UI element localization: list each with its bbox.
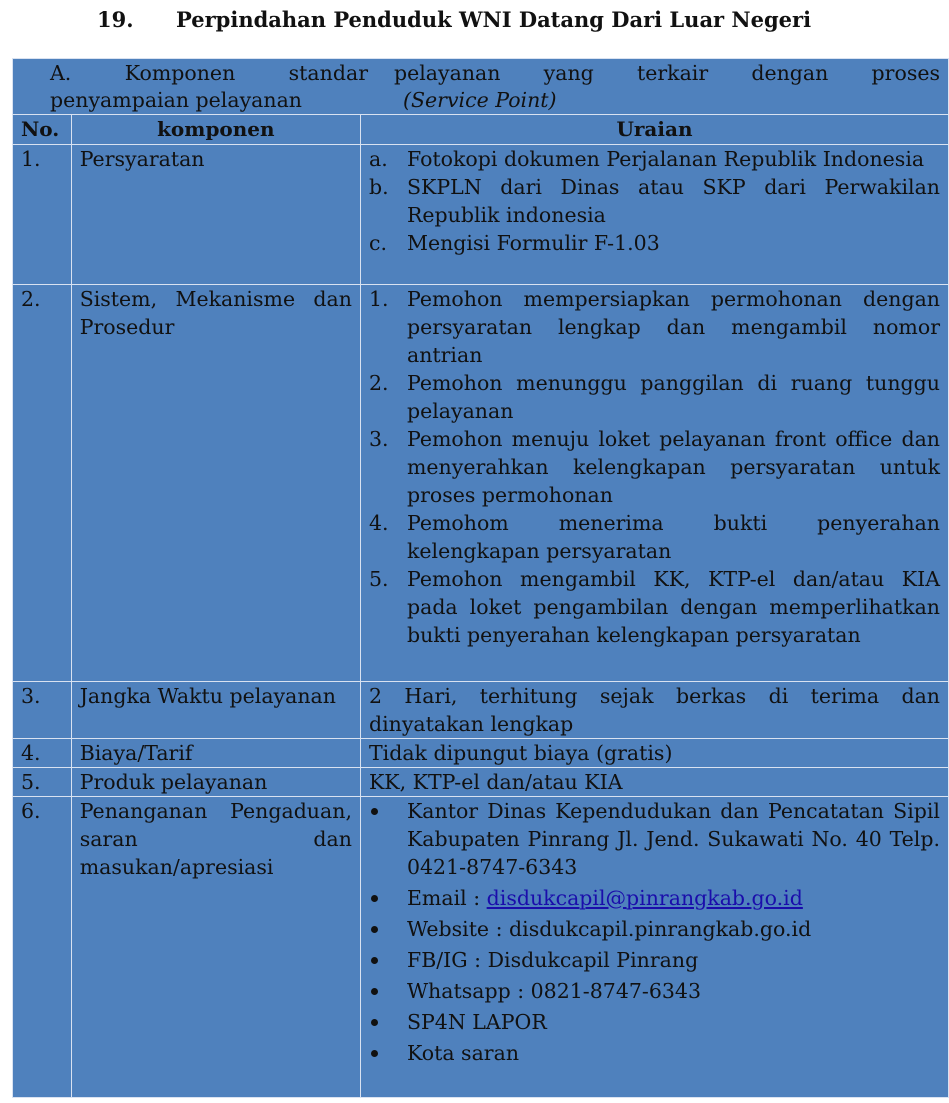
list-item <box>369 1039 940 1067</box>
row-komponen: Persyaratan <box>71 145 360 285</box>
row-number: 6. <box>13 796 72 1097</box>
list-text: Pemohon menuju loket pelayanan front office dan menyerahkan kelengkapan persyaratan untuk proses permohonan <box>406 427 940 508</box>
list-marker: 4. <box>368 511 389 536</box>
intro-line2-part2: (Service Point) <box>403 88 557 112</box>
email-link[interactable]: disdukcapil@pinrangkab.go.id <box>486 885 803 910</box>
list-text: Pemohon mempersiapkan permohonan dengan persyaratan lengkap dan mengambil nomor antrian <box>406 287 940 368</box>
row-uraian <box>360 796 948 1097</box>
list-marker: c. <box>368 231 387 256</box>
row-uraian <box>360 145 948 285</box>
requirements-list <box>369 145 940 257</box>
section-number: 19. <box>97 7 134 32</box>
row-komponen: Jangka Waktu pelayanan <box>71 681 360 738</box>
list-text: Whatsapp : 0821-8747-6343 <box>406 978 701 1003</box>
list-marker: 2. <box>368 371 389 396</box>
list-marker: a. <box>368 147 388 172</box>
bullet-icon <box>371 1050 378 1057</box>
table-row <box>13 767 949 796</box>
section-title: Perpindahan Penduduk WNI Datang Dari Luar Negeri <box>176 7 812 32</box>
list-item <box>369 509 940 565</box>
list-item <box>369 797 940 881</box>
list-item <box>369 977 940 1005</box>
header-komponen: komponen <box>71 115 360 145</box>
list-text: Kota saran <box>406 1040 520 1065</box>
row-number: 1. <box>13 145 72 285</box>
list-text: Pemohon mengambil KK, KTP-el dan/atau KIA pada loket pengambilan dengan memperlihatkan bukti penyerahan kelengkapan persyaratan <box>406 567 940 648</box>
email-label: Email : <box>406 885 487 910</box>
list-marker: 3. <box>368 427 389 452</box>
row-komponen: Penanganan Pengaduan, saran dan masukan/apresiasi <box>71 796 360 1097</box>
intro-row <box>13 59 949 115</box>
list-text: SKPLN dari Dinas atau SKP dari Perwakilan Republik indonesia <box>406 175 940 228</box>
list-text: Mengisi Formulir F-1.03 <box>406 231 660 256</box>
intro-line2-part1: penyampaian pelayanan <box>50 88 303 112</box>
row-number: 2. <box>13 285 72 681</box>
row-number: 3. <box>13 681 72 738</box>
row-komponen: Produk pelayanan <box>71 767 360 796</box>
header-no: No. <box>13 115 72 145</box>
table-row <box>13 796 949 1097</box>
list-item <box>369 565 940 649</box>
list-text: Fotokopi dokumen Perjalanan Republik Indonesia <box>406 147 925 172</box>
bullet-icon <box>371 957 378 964</box>
list-marker: b. <box>368 175 389 200</box>
list-text: SP4N LAPOR <box>406 1009 547 1034</box>
row-komponen: Sistem, Mekanisme dan Prosedur <box>71 285 360 681</box>
table-row <box>13 145 949 285</box>
bullet-icon <box>371 1019 378 1026</box>
header-uraian: Uraian <box>360 115 948 145</box>
procedure-list <box>369 285 940 649</box>
page-title <box>0 2 949 38</box>
table-row <box>13 738 949 767</box>
list-text: Pemohon menunggu panggilan di ruang tunggu pelayanan <box>406 371 940 424</box>
list-item <box>369 946 940 974</box>
list-item <box>369 1008 940 1036</box>
complaint-channels-list <box>369 797 940 1067</box>
list-marker: 5. <box>368 567 389 592</box>
row-uraian <box>360 285 948 681</box>
list-item <box>369 229 940 257</box>
list-item <box>369 915 940 943</box>
table-row <box>13 681 949 738</box>
service-standard-table <box>12 58 949 1098</box>
list-text: Kantor Dinas Kependudukan dan Pencatatan Sipil Kabupaten Pinrang Jl. Jend. Sukawati No. 40 Telp. 0421-8747-6343 <box>406 798 940 879</box>
bullet-icon <box>371 926 378 933</box>
intro-line1-part1: A. Komponen standar <box>50 61 368 85</box>
list-item <box>369 173 940 229</box>
list-text: Website : disdukcapil.pinrangkab.go.id <box>406 916 812 941</box>
row-uraian: Tidak dipungut biaya (gratis) <box>360 738 948 767</box>
list-text: Pemohom menerima bukti penyerahan kelengkapan persyaratan <box>406 511 940 564</box>
table-row <box>13 285 949 681</box>
list-text: FB/IG : Disdukcapil Pinrang <box>406 947 699 972</box>
list-item <box>369 884 940 912</box>
list-item <box>369 285 940 369</box>
row-number: 5. <box>13 767 72 796</box>
row-uraian: KK, KTP-el dan/atau KIA <box>360 767 948 796</box>
intro-text <box>13 59 948 114</box>
list-item <box>369 369 940 425</box>
bullet-icon <box>371 988 378 995</box>
bullet-icon <box>371 808 378 815</box>
row-komponen: Biaya/Tarif <box>71 738 360 767</box>
list-item <box>369 145 940 173</box>
table-header <box>13 115 949 145</box>
list-marker: 1. <box>368 287 389 312</box>
row-number: 4. <box>13 738 72 767</box>
list-item <box>369 425 940 509</box>
intro-line1-part2: pelayanan yang terkair dengan proses <box>394 61 940 85</box>
row-uraian: 2 Hari, terhitung sejak berkas di terima dan dinyatakan lengkap <box>360 681 948 738</box>
bullet-icon <box>371 895 378 902</box>
